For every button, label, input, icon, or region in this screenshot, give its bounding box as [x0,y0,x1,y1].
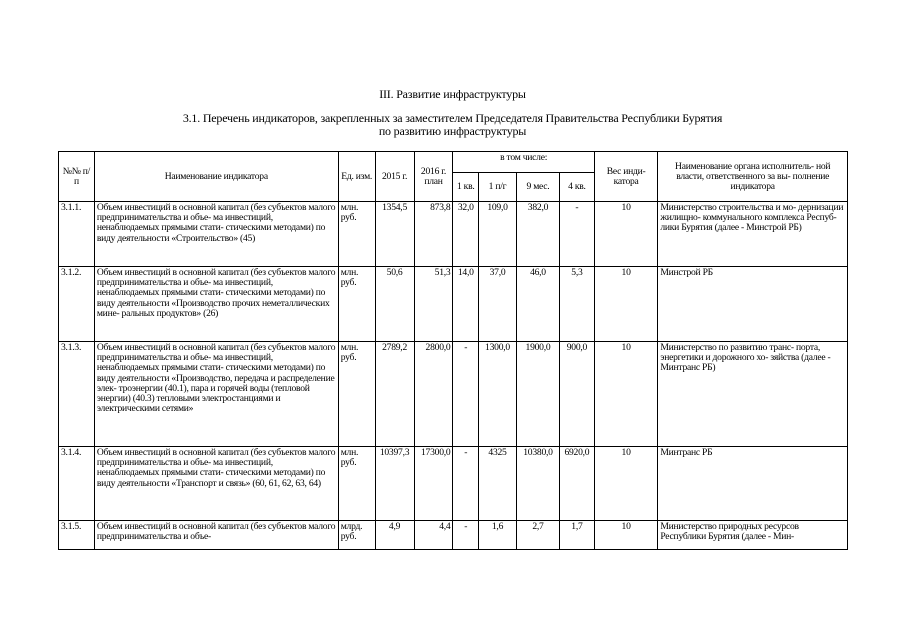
cell-unit: млн. руб. [338,447,375,521]
cell-2015: 10397,3 [375,447,414,521]
header-2015: 2015 г. [375,152,414,202]
cell-num: 3.1.5. [59,521,95,550]
cell-9-months: 10380,0 [516,447,559,521]
cell-responsible-body: Министерство природных ресурсов Республики Бурятия (далее - Мин- [658,521,848,550]
header-unit: Ед. изм. [338,152,375,202]
cell-2015: 2789,2 [375,342,414,447]
indicators-table [58,151,848,550]
table-row [59,521,848,550]
cell-9-months: 2,7 [516,521,559,550]
table-row [59,267,848,342]
table-row [59,447,848,521]
header-2016-plan: 2016 г. план [414,152,453,202]
cell-num: 3.1.3. [59,342,95,447]
table-header [59,152,848,202]
cell-num: 3.1.1. [59,202,95,267]
header-9-months: 9 мес. [516,173,559,202]
cell-h1: 1,6 [479,521,517,550]
cell-weight: 10 [594,202,658,267]
cell-q4: 900,0 [559,342,594,447]
subsection-title [130,112,775,138]
cell-9-months: 46,0 [516,267,559,342]
cell-q4: 5,3 [559,267,594,342]
cell-2016: 17300,0 [414,447,453,521]
cell-weight: 10 [594,521,658,550]
header-num: №№ п/п [59,152,95,202]
cell-9-months: 1900,0 [516,342,559,447]
cell-q1: - [453,521,479,550]
cell-h1: 4325 [479,447,517,521]
cell-unit: млн. руб. [338,202,375,267]
cell-num: 3.1.4. [59,447,95,521]
cell-2015: 50,6 [375,267,414,342]
cell-unit: млн. руб. [338,342,375,447]
header-including: в том числе: [453,152,594,173]
header-q1: 1 кв. [453,173,479,202]
cell-2016: 51,3 [414,267,453,342]
cell-weight: 10 [594,447,658,521]
cell-q1: 32,0 [453,202,479,267]
cell-responsible-body: Министерство по развитию транс- порта, энергетики и дорожного хо- зяйства (далее - Минтранс РБ) [658,342,848,447]
cell-h1: 109,0 [479,202,517,267]
cell-2015: 4,9 [375,521,414,550]
subsection-title-line-2: по развитию инфраструктуры [378,124,527,138]
cell-h1: 1300,0 [479,342,517,447]
header-h1: 1 п/г [479,173,517,202]
cell-weight: 10 [594,267,658,342]
section-title: III. Развитие инфраструктуры [379,87,526,101]
cell-q1: - [453,342,479,447]
cell-responsible-body: Минтранс РБ [658,447,848,521]
cell-weight: 10 [594,342,658,447]
cell-unit: млн. руб. [338,267,375,342]
header-q4: 4 кв. [559,173,594,202]
cell-q1: - [453,447,479,521]
cell-q4: - [559,202,594,267]
cell-indicator-name: Объем инвестиций в основной капитал (без субъектов малого предпринимательства и объе- ма инвестиций, ненаблюдаемых прямыми стати- стическими методами) по виду деятельности «Производство, передача и распределение элек- троэнергии (40.1), пара и горячей воды (тепловой энергии) (40.3) тепловыми электростанциями и электрическими сетями» [94,342,338,447]
cell-2016: 2800,0 [414,342,453,447]
cell-h1: 37,0 [479,267,517,342]
header-responsible-body: Наименование органа исполнитель- ной власти, ответственного за вы- полнение индикатора [658,152,848,202]
cell-9-months: 382,0 [516,202,559,267]
cell-indicator-name: Объем инвестиций в основной капитал (без субъектов малого предпринимательства и объе- ма инвестиций, ненаблюдаемых прямыми стати- стическими методами) по виду деятельности «Строительство» (45) [94,202,338,267]
header-weight: Вес инди- катора [594,152,658,202]
cell-num: 3.1.2. [59,267,95,342]
cell-indicator-name: Объем инвестиций в основной капитал (без субъектов малого предпринимательства и объе- ма инвестиций, ненаблюдаемых прямыми стати- стическими методами) по виду деятельности «Транспорт и связь» (60, 61, 62, 63, 64) [94,447,338,521]
cell-indicator-name: Объем инвестиций в основной капитал (без субъектов малого предпринимательства и объе- ма инвестиций, ненаблюдаемых прямыми стати- стическими методами) по виду деятельности «Производство прочих неметаллических мине- ральных продуктов» (26) [94,267,338,342]
subsection-title-line-1: 3.1. Перечень индикаторов, закрепленных за заместителем Председателя Правительства Республики Бурятия [182,111,723,125]
cell-q1: 14,0 [453,267,479,342]
cell-responsible-body: Министерство строительства и мо- дернизации жилищно- коммунального комплекса Респуб- лики Бурятия (далее - Минстрой РБ) [658,202,848,267]
header-indicator-name: Наименование индикатора [94,152,338,202]
cell-responsible-body: Минстрой РБ [658,267,848,342]
table-row [59,342,848,447]
table-row [59,202,848,267]
cell-q4: 6920,0 [559,447,594,521]
cell-q4: 1,7 [559,521,594,550]
cell-indicator-name: Объем инвестиций в основной капитал (без субъектов малого предпринимательства и объе- [94,521,338,550]
cell-2015: 1354,5 [375,202,414,267]
cell-2016: 4,4 [414,521,453,550]
cell-unit: млрд. руб. [338,521,375,550]
cell-2016: 873,8 [414,202,453,267]
